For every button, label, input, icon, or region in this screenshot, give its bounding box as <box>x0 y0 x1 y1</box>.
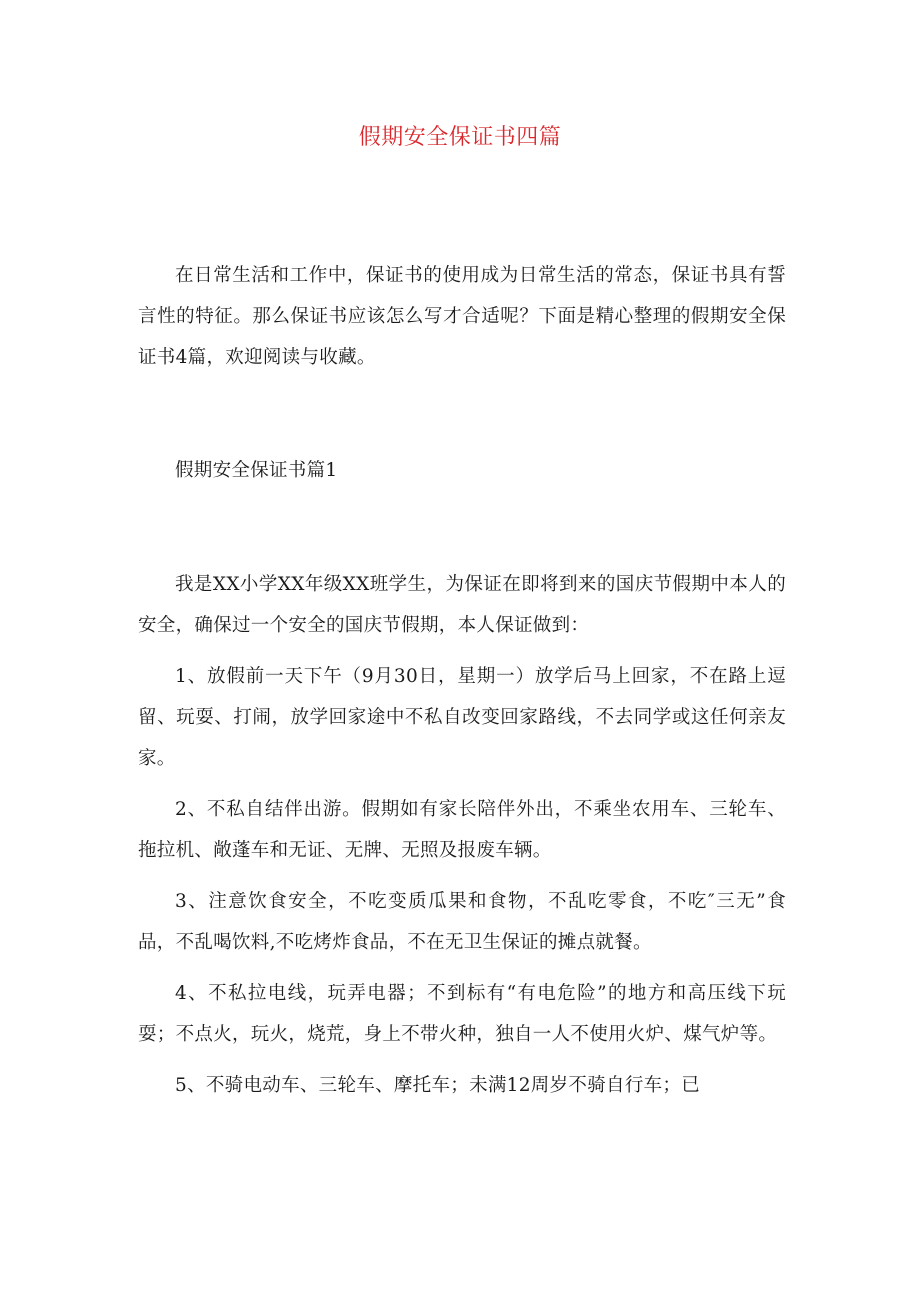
intro-paragraph: 在日常生活和工作中，保证书的使用成为日常生活的常态，保证书具有誓言性的特征。那么保证书应该怎么写才合适呢？下面是精心整理的假期安全保证书4篇，欢迎阅读与收藏。 <box>138 265 786 368</box>
section-heading: 假期安全保证书篇1 <box>175 460 338 481</box>
body-paragraph: 我是XX小学XX年级XX班学生，为保证在即将到来的国庆节假期中本人的安全，确保过一个安全的国庆节假期，本人保证做到： <box>138 574 786 636</box>
document-title: 假期安全保证书四篇 <box>358 125 562 150</box>
body-paragraph: 5、不骑电动车、三轮车、摩托车；未满12周岁不骑自行车；已 <box>175 1075 701 1096</box>
section-body <box>138 564 786 1106</box>
section-heading-block <box>138 450 786 491</box>
body-paragraph: 1、放假前一天下午（9月30日，星期一）放学后马上回家，不在路上逗留、玩耍、打闹，放学回家途中不私自改变回家路线，不去同学或这任何亲友家。 <box>138 666 786 769</box>
intro-section <box>138 255 786 378</box>
body-paragraph: 3、注意饮食安全，不吃变质瓜果和食物，不乱吃零食，不吃″三无”食品，不乱喝饮料,不吃烤炸食品，不在无卫生保证的摊点就餐。 <box>138 891 786 953</box>
body-paragraph: 4、不私拉电线，玩弄电器；不到标有“有电危险”的地方和高压线下玩耍；不点火，玩火，烧荒，身上不带火种，独自一人不使用火炉、煤气炉等。 <box>138 983 786 1045</box>
body-paragraph: 2、不私自结伴出游。假期如有家长陪伴外出，不乘坐农用车、三轮车、拖拉机、敞蓬车和无证、无牌、无照及报废车辆。 <box>138 799 786 861</box>
